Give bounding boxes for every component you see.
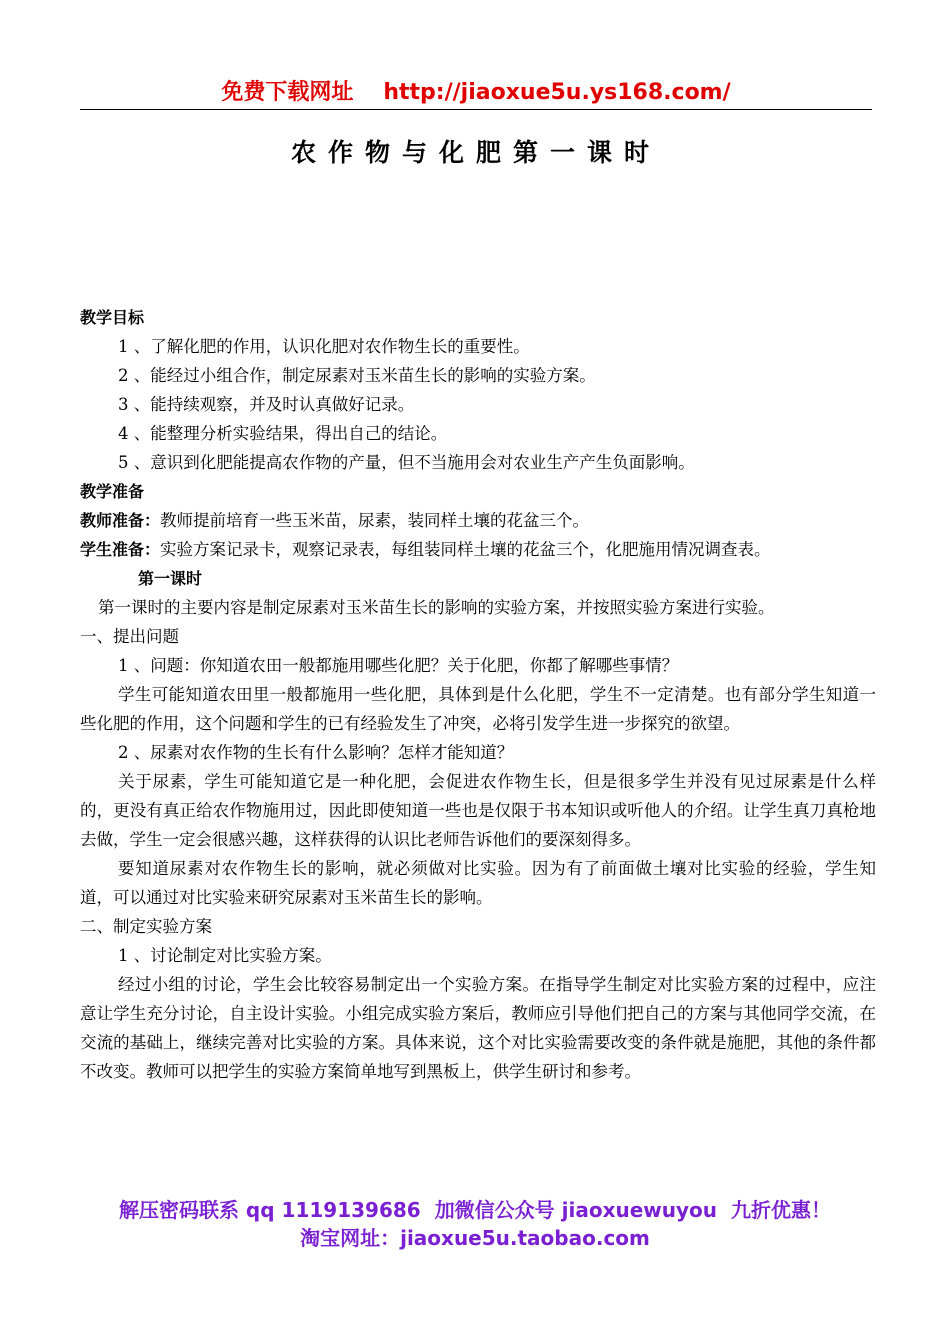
objective-item: 2 、能经过小组合作，制定尿素对玉米苗生长的影响的实验方案。 (118, 366, 596, 385)
teacher-preparation-label: 教师准备： (80, 511, 161, 530)
header-divider (80, 109, 872, 110)
footer-discount: 九折优惠！ (731, 1198, 832, 1222)
footer-wechat: 加微信公众号 jiaoxuewuyou (434, 1198, 718, 1222)
section-two-item-one: 1 、讨论制定对比实验方案。 (118, 946, 332, 965)
lesson-intro: 第一课时的主要内容是制定尿素对玉米苗生长的影响的实验方案，并按照实验方案进行实验。 (98, 598, 775, 617)
footer-line-one (40, 1196, 910, 1224)
objective-item: 3 、能持续观察，并及时认真做好记录。 (118, 395, 415, 414)
student-preparation-label: 学生准备： (80, 540, 161, 559)
objective-item: 5 、意识到化肥能提高农作物的产量，但不当施用会对农业生产产生负面影响。 (118, 453, 695, 472)
footer-promo (40, 1196, 910, 1252)
objective-item: 4 、能整理分析实验结果，得出自己的结论。 (118, 424, 448, 443)
student-preparation (80, 535, 876, 564)
lesson-heading: 第一课时 (138, 569, 203, 588)
download-url-link[interactable]: http://jiaoxue5u.ys168.com/ (383, 80, 731, 105)
teacher-preparation (80, 506, 876, 535)
teacher-preparation-text: 教师提前培育一些玉米苗，尿素，装同样土壤的花盆三个。 (160, 511, 590, 530)
question-one: 1 、问题：你知道农田一般都施用哪些化肥？关于化肥，你都了解哪些事情？ (118, 656, 679, 675)
paragraph-four: 经过小组的讨论，学生会比较容易制定出一个实验方案。在指导学生制定对比实验方案的过程中，应注意让学生充分讨论，自主设计实验。小组完成实验方案后，教师应引导他们把自己的方案与其他同学交流，在交流的基础上，继续完善对比实验的方案。具体来说，这个对比实验需要改变的条件就是施肥，其他的条件都不改变。教师可以把学生的实验方案简单地写到黑板上，供学生研讨和参考。 (80, 975, 876, 1081)
preparation-heading: 教学准备 (80, 482, 145, 501)
page-title: 农作物与化肥第一课时 (290, 138, 661, 167)
footer-contact-qq: 解压密码联系 qq 1119139686 (118, 1198, 421, 1222)
paragraph-two: 关于尿素，学生可能知道它是一种化肥，会促进农作物生长，但是很多学生并没有见过尿素是什么样的，更没有真正给农作物施用过，因此即使知道一些也是仅限于书本知识或听他人的介绍。让学生真刀真枪地去做，学生一定会很感兴趣，这样获得的认识比老师告诉他们的要深刻得多。 (80, 772, 876, 849)
section-two-title: 二、制定实验方案 (80, 917, 212, 936)
student-preparation-text: 实验方案记录卡，观察记录表，每组装同样土壤的花盆三个，化肥施用情况调查表。 (160, 540, 771, 559)
download-label: 免费下载网址 (221, 80, 354, 105)
objective-item: 1 、了解化肥的作用，认识化肥对农作物生长的重要性。 (118, 337, 530, 356)
question-two: 2 、尿素对农作物的生长有什么影响？怎样才能知道？ (118, 743, 514, 762)
paragraph-one: 学生可能知道农田里一般都施用一些化肥，具体到是什么化肥，学生不一定清楚。也有部分学生知道一些化肥的作用，这个问题和学生的已有经验发生了冲突，必将引发学生进一步探究的欲望。 (80, 685, 876, 733)
document-body (80, 303, 876, 1086)
paragraph-three: 要知道尿素对农作物生长的影响，就必须做对比实验。因为有了前面做土壤对比实验的经验，学生知道，可以通过对比实验来研究尿素对玉米苗生长的影响。 (80, 859, 876, 907)
section-one-title: 一、提出问题 (80, 627, 179, 646)
footer-taobao-link[interactable]: 淘宝网址：jiaoxue5u.taobao.com (300, 1226, 650, 1250)
objectives-heading: 教学目标 (80, 308, 145, 327)
download-banner (80, 78, 872, 108)
